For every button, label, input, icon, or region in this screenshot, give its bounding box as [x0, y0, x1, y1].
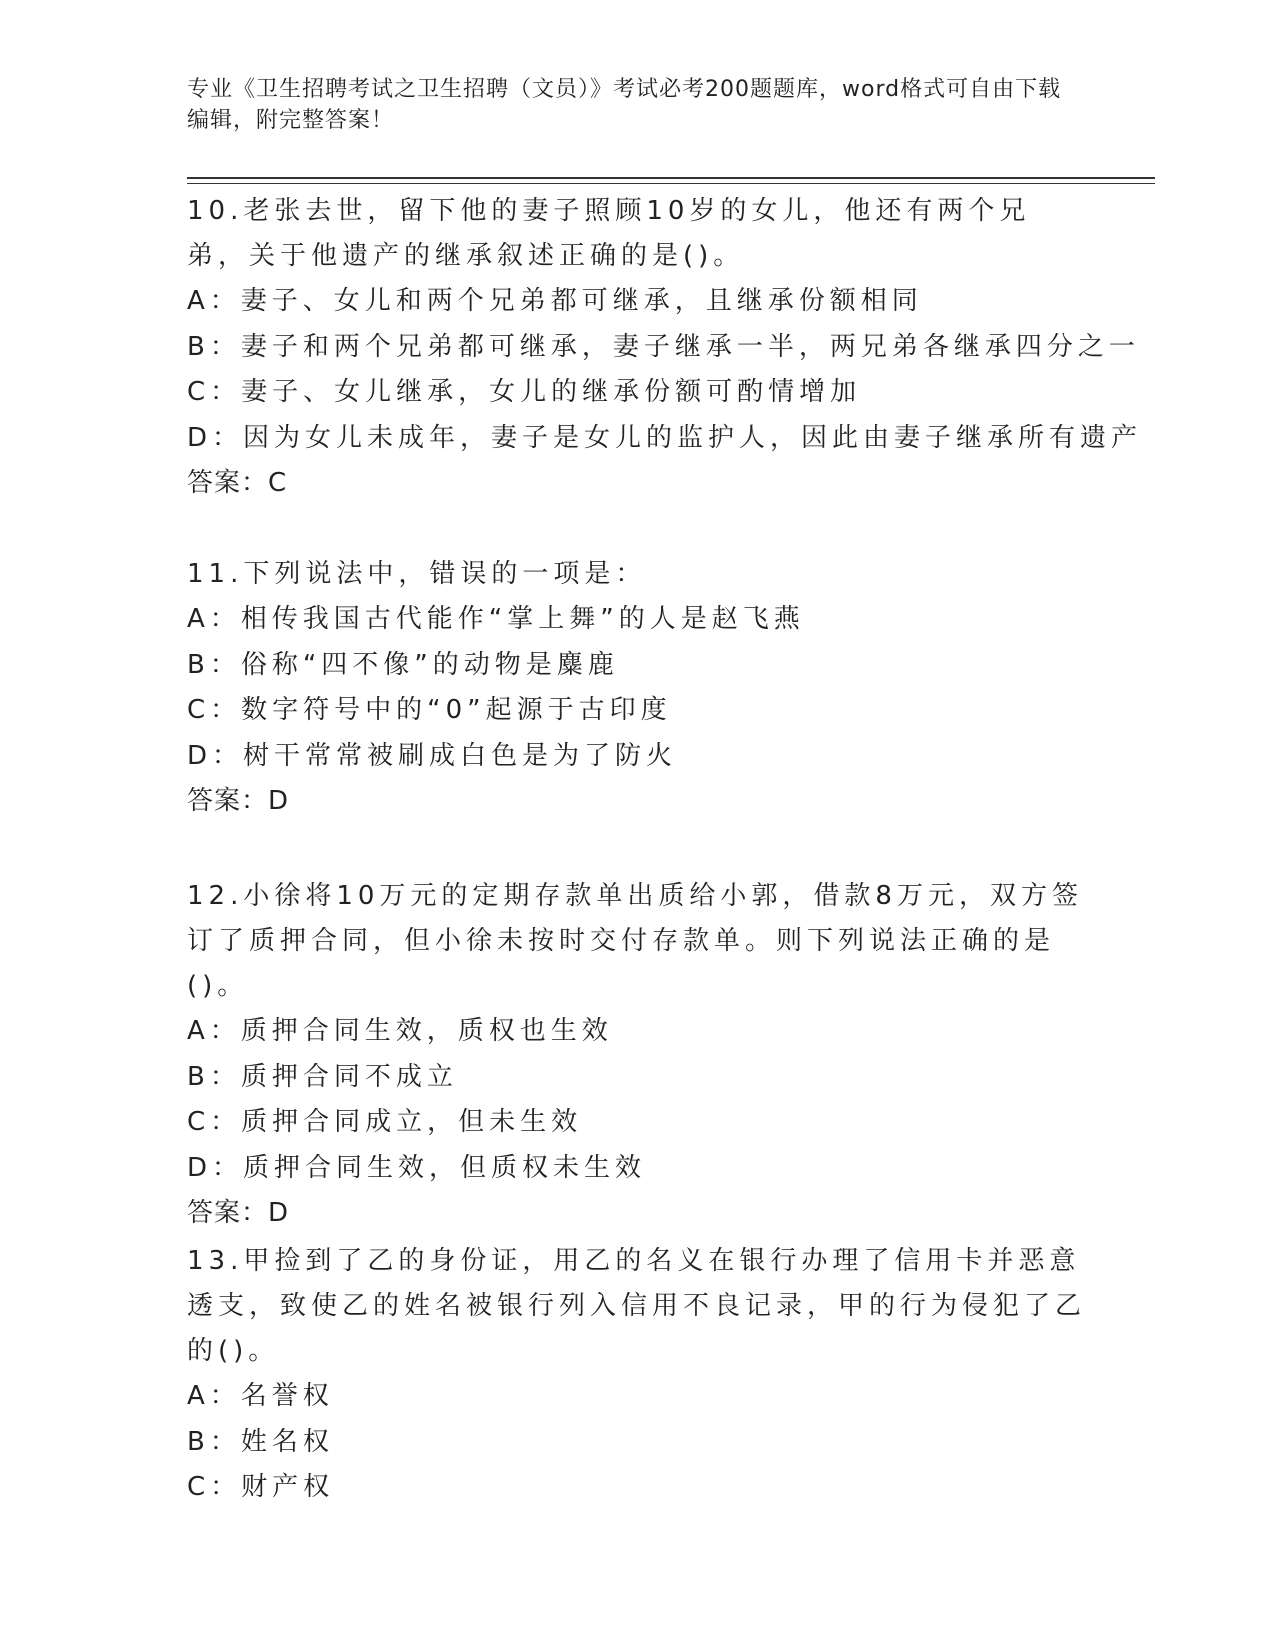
option-c: C：妻子、女儿继承，女儿的继承份额可酌情增加	[187, 377, 862, 407]
option-d: D：质押合同生效，但质权未生效	[187, 1152, 647, 1183]
question-10	[187, 189, 1143, 506]
option-d: D：树干常常被刷成白色是为了防火	[187, 740, 678, 771]
answer: 答案：C	[187, 468, 288, 498]
question-stem: 10.老张去世，留下他的妻子照顾10岁的女儿，他还有两个兄弟，关于他遗产的继承叙述正确的是()。	[187, 196, 1031, 271]
option-a: A：相传我国古代能作“掌上舞”的人是赵飞燕	[187, 604, 805, 634]
header-divider-thin	[187, 183, 1155, 184]
option-b: B：妻子和两个兄弟都可继承，妻子继承一半，两兄弟各继承四分之一	[187, 331, 1140, 362]
option-a: A：质押合同生效，质权也生效	[187, 1016, 613, 1046]
question-13	[187, 1239, 1087, 1511]
question-stem: 13.甲捡到了乙的身份证，用乙的名义在银行办理了信用卡并恶意透支，致使乙的姓名被银行列入信用不良记录，甲的行为侵犯了乙的()。	[187, 1246, 1087, 1366]
option-a: A：名誉权	[187, 1381, 334, 1411]
option-b: B：俗称“四不像”的动物是麋鹿	[187, 649, 619, 680]
option-d: D：因为女儿未成年，妻子是女儿的监护人，因此由妻子继承所有遗产	[187, 422, 1143, 453]
document-header: 专业《卫生招聘考试之卫生招聘（文员）》考试必考200题题库，word格式可自由下载编辑，附完整答案！	[187, 77, 1062, 133]
question-stem: 11.下列说法中，错误的一项是：	[187, 559, 647, 589]
option-b: B：质押合同不成立	[187, 1061, 458, 1092]
answer: 答案：D	[187, 1198, 290, 1228]
option-c: C：质押合同成立，但未生效	[187, 1107, 583, 1137]
header-divider	[187, 177, 1155, 179]
option-b: B：姓名权	[187, 1426, 334, 1457]
question-12	[187, 874, 1087, 1236]
option-c: C：财产权	[187, 1472, 335, 1502]
answer: 答案：D	[187, 786, 290, 816]
option-a: A：妻子、女儿和两个兄弟都可继承，且继承份额相同	[187, 286, 923, 316]
question-11	[187, 552, 1087, 824]
option-c: C：数字符号中的“0”起源于古印度	[187, 695, 672, 725]
question-stem: 12.小徐将10万元的定期存款单出质给小郭，借款8万元，双方签订了质押合同，但小徐未按时交付存款单。则下列说法正确的是()。	[187, 881, 1083, 1001]
